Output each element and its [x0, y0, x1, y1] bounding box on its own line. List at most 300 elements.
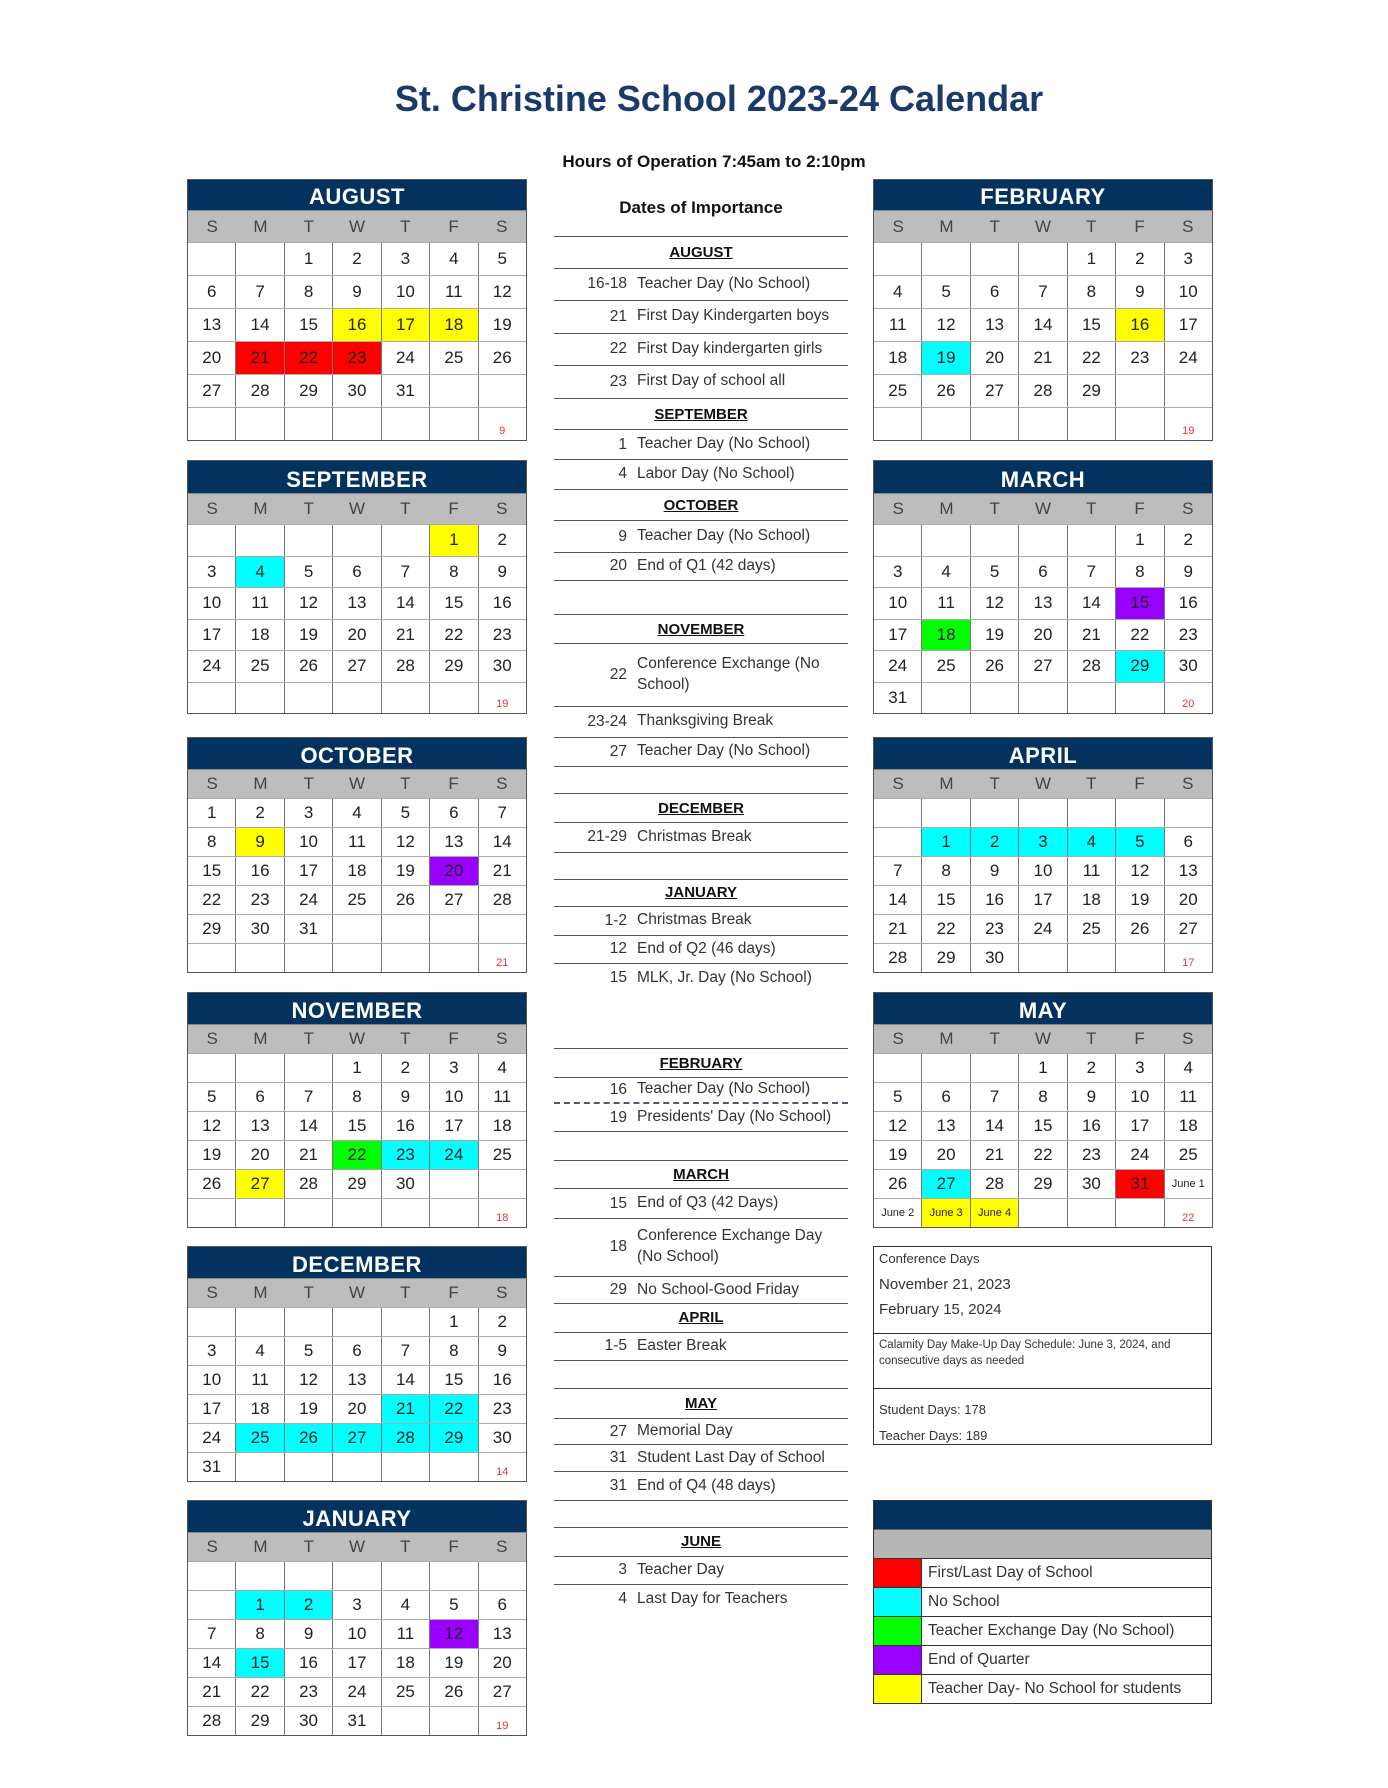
- day-cell: [188, 1170, 235, 1198]
- day-number: 26: [299, 1428, 319, 1447]
- day-cell: [429, 828, 477, 856]
- day-cell: [188, 1453, 235, 1481]
- day-number: 4: [497, 1058, 507, 1077]
- weekday-label: S: [496, 1029, 508, 1048]
- day-cell: [1115, 651, 1163, 682]
- day-cell: [332, 651, 380, 682]
- week-row: [188, 341, 526, 374]
- day-cell: [1018, 375, 1066, 407]
- empty-cell: [381, 683, 429, 714]
- day-number: 27: [985, 381, 1005, 400]
- day-number: 12: [1130, 861, 1150, 880]
- day-cell: [429, 1366, 477, 1394]
- legend-header-bar: [874, 1501, 1211, 1529]
- important-date-row: [554, 738, 848, 768]
- day-number: 5: [303, 561, 314, 581]
- day-number: 10: [1130, 1087, 1150, 1106]
- day-number: 18: [444, 315, 464, 334]
- day-number: 12: [985, 593, 1005, 613]
- day-cell: [284, 1591, 332, 1619]
- day-number: 14: [1033, 315, 1053, 334]
- day-cell: [188, 1707, 235, 1735]
- day-number: 26: [492, 348, 512, 367]
- day-cell: [478, 1337, 526, 1365]
- day-number: 20: [250, 1145, 270, 1164]
- empty-cell: [874, 408, 921, 440]
- day-cell: [1067, 375, 1115, 407]
- month-header: [188, 461, 526, 493]
- event-date: 21: [609, 307, 627, 325]
- day-number: 26: [395, 890, 415, 909]
- day-cell: [921, 309, 969, 341]
- day-cell: [921, 828, 969, 856]
- day-cell: [429, 1620, 477, 1648]
- day-number: June 1: [1171, 1178, 1205, 1190]
- school-day-count: 20: [1182, 698, 1195, 710]
- day-cell: [1018, 651, 1066, 682]
- day-cell: [478, 828, 526, 856]
- event-date: 22: [609, 340, 627, 358]
- day-number: 14: [985, 1116, 1005, 1135]
- event-date: 9: [618, 527, 627, 545]
- day-cell: [874, 1083, 921, 1111]
- event-date: 15: [609, 1194, 627, 1212]
- day-number: 2: [497, 530, 507, 550]
- day-number: 1: [449, 530, 459, 550]
- day-number: 3: [303, 803, 314, 822]
- day-cell: [188, 799, 235, 827]
- empty-cell: [1115, 408, 1163, 440]
- day-number: 28: [250, 381, 270, 400]
- day-number: 25: [395, 1682, 415, 1701]
- event-description: No School-Good Friday: [637, 1280, 799, 1298]
- blank-row: [554, 767, 848, 794]
- empty-cell: [188, 1199, 235, 1227]
- day-number: 23: [395, 1145, 415, 1164]
- empty-cell: [970, 243, 1018, 275]
- day-number: 20: [1033, 624, 1053, 644]
- day-cell: [284, 1678, 332, 1706]
- info-box: [873, 1246, 1212, 1445]
- day-number: 23: [492, 624, 512, 644]
- blank-row: [554, 581, 848, 615]
- day-number: 18: [347, 861, 367, 880]
- month-header: [188, 1247, 526, 1278]
- weekday-header-row: [874, 769, 1212, 798]
- day-number: 12: [395, 832, 415, 851]
- day-cell: [235, 1112, 283, 1140]
- day-number: 21: [299, 1145, 319, 1164]
- day-cell: [235, 1083, 283, 1111]
- blank-row: [554, 1132, 848, 1160]
- day-number: 29: [1033, 1174, 1053, 1193]
- day-cell: [478, 1112, 526, 1140]
- legend-subheader-bar: [874, 1529, 1211, 1558]
- day-cell: [188, 1112, 235, 1140]
- day-number: 21: [202, 1682, 222, 1701]
- day-number: 3: [400, 249, 411, 268]
- page-title: St. Christine School 2023-24 Calendar: [394, 78, 1044, 119]
- week-row: [188, 1423, 526, 1452]
- day-number: 12: [936, 315, 956, 334]
- day-cell: [235, 857, 283, 885]
- day-number: 26: [888, 1174, 908, 1193]
- event-description: Teacher Day (No School): [637, 435, 811, 453]
- empty-cell: [921, 799, 969, 827]
- day-number: 4: [352, 803, 362, 822]
- day-cell: [284, 375, 332, 407]
- weekday-label: T: [1086, 774, 1097, 793]
- student-days: Student Days: 178: [879, 1402, 986, 1417]
- weekday-label: F: [448, 1029, 459, 1048]
- weekday-label: W: [348, 1029, 365, 1048]
- event-date: 1-5: [604, 1337, 627, 1355]
- day-number: 3: [892, 561, 903, 581]
- day-number: 7: [206, 1624, 217, 1643]
- day-number: 19: [985, 624, 1005, 644]
- day-cell: [381, 276, 429, 308]
- week-row: [874, 619, 1212, 651]
- week-row: [188, 407, 526, 440]
- day-number: 23: [1130, 348, 1150, 367]
- empty-cell: [332, 1199, 380, 1227]
- day-number: 3: [206, 561, 217, 581]
- day-cell: [1018, 309, 1066, 341]
- day-cell: [1164, 1112, 1212, 1140]
- day-number: 1: [352, 1058, 362, 1077]
- day-number: 14: [299, 1116, 319, 1135]
- weekday-label: T: [400, 499, 411, 518]
- empty-cell: [478, 1707, 526, 1735]
- legend-label: No School: [928, 1593, 1000, 1610]
- day-number: 30: [492, 656, 512, 676]
- day-number: June 4: [978, 1207, 1012, 1219]
- day-number: 6: [989, 282, 1000, 301]
- empty-cell: [332, 915, 380, 943]
- day-number: 17: [1178, 315, 1198, 334]
- day-cell: [1067, 276, 1115, 308]
- week-row: [874, 275, 1212, 308]
- empty-cell: [332, 1562, 380, 1590]
- event-date: 16-18: [587, 275, 627, 293]
- day-number: 10: [444, 1087, 464, 1106]
- day-number: 21: [395, 1399, 415, 1418]
- school-day-count: 19: [496, 1720, 509, 1732]
- month-header: [188, 180, 526, 210]
- empty-cell: [235, 243, 283, 275]
- day-cell: [1067, 1141, 1115, 1169]
- day-number: 27: [1178, 919, 1198, 938]
- day-number: 27: [1033, 656, 1053, 676]
- day-cell: [188, 1620, 235, 1648]
- empty-cell: [429, 683, 477, 714]
- day-number: 26: [202, 1174, 222, 1193]
- day-cell: [921, 557, 969, 588]
- day-number: 25: [936, 656, 956, 676]
- event-description: Labor Day (No School): [637, 464, 795, 482]
- event-date: 1: [618, 435, 627, 453]
- empty-cell: [1018, 799, 1066, 827]
- event-description: Christmas Break: [637, 827, 752, 845]
- week-row: [188, 1452, 526, 1481]
- day-cell: [284, 1366, 332, 1394]
- empty-cell: [921, 243, 969, 275]
- day-cell: [332, 1141, 380, 1169]
- day-number: 13: [936, 1116, 956, 1135]
- day-number: 7: [400, 1341, 411, 1360]
- day-cell: [381, 886, 429, 914]
- day-cell: [1067, 651, 1115, 682]
- weekday-label: S: [892, 216, 904, 236]
- weekday-label: S: [206, 499, 218, 518]
- day-number: 10: [202, 1370, 222, 1389]
- weekday-label: M: [253, 216, 268, 236]
- day-cell: [1067, 886, 1115, 914]
- day-number: 22: [250, 1682, 270, 1701]
- day-cell: [1067, 1083, 1115, 1111]
- weekday-label: W: [348, 1283, 365, 1302]
- weekday-label: S: [206, 1537, 218, 1556]
- day-cell: [188, 557, 235, 588]
- day-number: 16: [347, 315, 367, 334]
- day-number: 4: [255, 561, 265, 581]
- empty-cell: [921, 525, 969, 556]
- day-number: 7: [400, 561, 411, 581]
- event-description: Memorial Day: [637, 1422, 733, 1440]
- day-cell: [970, 1199, 1018, 1227]
- day-cell: [1115, 1054, 1163, 1082]
- empty-cell: [284, 1562, 332, 1590]
- legend-swatch: [874, 1675, 922, 1703]
- day-cell: [478, 620, 526, 651]
- empty-cell: [429, 1199, 477, 1227]
- blank-row: [554, 992, 848, 1049]
- empty-cell: [332, 408, 380, 440]
- day-number: 30: [395, 1174, 415, 1193]
- day-cell: [332, 620, 380, 651]
- weekday-label: S: [1182, 774, 1194, 793]
- day-number: 25: [1178, 1145, 1198, 1164]
- day-number: 10: [202, 593, 222, 613]
- day-cell: [332, 309, 380, 341]
- day-cell: [921, 588, 969, 619]
- day-cell: [188, 1366, 235, 1394]
- day-number: 31: [888, 687, 908, 707]
- important-date-row: [554, 1445, 848, 1472]
- day-number: 1: [1038, 1058, 1048, 1077]
- empty-cell: [284, 1453, 332, 1481]
- day-cell: [332, 1170, 380, 1198]
- day-cell: [1115, 828, 1163, 856]
- day-cell: [1115, 1141, 1163, 1169]
- empty-cell: [381, 1199, 429, 1227]
- empty-cell: [235, 1199, 283, 1227]
- day-number: 24: [299, 890, 319, 909]
- day-cell: [478, 276, 526, 308]
- day-number: 23: [347, 348, 367, 367]
- day-cell: [874, 683, 921, 714]
- day-cell: [1164, 588, 1212, 619]
- day-number: 22: [1081, 348, 1101, 367]
- day-cell: [1018, 1054, 1066, 1082]
- month-march: [873, 460, 1213, 714]
- day-cell: [1164, 915, 1212, 943]
- week-row: [188, 885, 526, 914]
- day-cell: [478, 799, 526, 827]
- section-heading: SEPTEMBER: [554, 399, 848, 431]
- day-number: 14: [202, 1653, 222, 1672]
- month-header: [188, 738, 526, 769]
- day-number: 4: [449, 249, 459, 268]
- day-number: 27: [202, 381, 222, 400]
- day-number: 26: [299, 656, 319, 676]
- weekday-label: W: [348, 499, 365, 518]
- weekday-label: F: [1134, 499, 1145, 518]
- month-header: [874, 993, 1212, 1024]
- empty-cell: [235, 683, 283, 714]
- weekday-label: T: [989, 774, 1000, 793]
- day-cell: [332, 1112, 380, 1140]
- day-cell: [921, 915, 969, 943]
- day-cell: [188, 915, 235, 943]
- day-number: 3: [1038, 832, 1048, 851]
- empty-cell: [478, 408, 526, 440]
- day-cell: [235, 1395, 283, 1423]
- week-row: [874, 914, 1212, 943]
- day-cell: [921, 651, 969, 682]
- empty-cell: [381, 408, 429, 440]
- week-row: [874, 1053, 1212, 1082]
- legend-label: End of Quarter: [928, 1651, 1030, 1668]
- day-cell: [1018, 857, 1066, 885]
- day-cell: [284, 1395, 332, 1423]
- day-cell: [1115, 915, 1163, 943]
- empty-cell: [381, 1453, 429, 1481]
- empty-cell: [1115, 799, 1163, 827]
- week-row: [188, 1307, 526, 1336]
- day-number: 11: [1179, 1087, 1198, 1106]
- day-cell: [429, 620, 477, 651]
- day-cell: [188, 1141, 235, 1169]
- day-cell: [429, 525, 477, 556]
- empty-cell: [188, 1591, 235, 1619]
- important-date-row: [554, 366, 848, 399]
- weekday-label: T: [1086, 1029, 1097, 1048]
- day-cell: [874, 915, 921, 943]
- week-row: [874, 1082, 1212, 1111]
- day-cell: [284, 915, 332, 943]
- empty-cell: [235, 944, 283, 972]
- important-date-row: [554, 707, 848, 738]
- day-number: 1: [255, 1595, 265, 1614]
- weekday-label: W: [1034, 1029, 1051, 1048]
- important-date-row: [554, 1557, 848, 1585]
- day-cell: [284, 620, 332, 651]
- day-number: 27: [444, 890, 464, 909]
- empty-cell: [284, 1054, 332, 1082]
- day-number: 5: [303, 1341, 314, 1360]
- empty-cell: [235, 1562, 283, 1590]
- empty-cell: [478, 1199, 526, 1227]
- day-number: 26: [1130, 919, 1150, 938]
- event-description: Conference Exchange Day (No School): [637, 1227, 823, 1266]
- day-number: 16: [395, 1116, 415, 1135]
- day-cell: [1067, 309, 1115, 341]
- school-day-count: 14: [496, 1466, 509, 1478]
- day-number: 23: [985, 919, 1005, 938]
- day-number: 25: [347, 890, 367, 909]
- day-number: 20: [202, 348, 222, 367]
- day-cell: [874, 342, 921, 374]
- empty-cell: [332, 1453, 380, 1481]
- day-number: 27: [492, 1682, 512, 1701]
- weekday-label: M: [253, 1537, 268, 1556]
- day-number: 18: [936, 624, 956, 644]
- day-number: 14: [888, 890, 908, 909]
- empty-cell: [235, 525, 283, 556]
- day-number: 4: [1183, 1058, 1193, 1077]
- day-number: 28: [1033, 381, 1053, 400]
- day-number: 9: [1086, 1087, 1097, 1106]
- weekday-header-row: [874, 210, 1212, 242]
- day-cell: [332, 375, 380, 407]
- day-number: 19: [299, 624, 319, 644]
- day-cell: [874, 557, 921, 588]
- day-number: 23: [1178, 624, 1198, 644]
- important-date-row: [554, 1219, 848, 1277]
- day-cell: [381, 1366, 429, 1394]
- weekday-label: S: [206, 1029, 218, 1048]
- day-cell: [429, 309, 477, 341]
- blank-row: [554, 1501, 848, 1528]
- day-number: 13: [1033, 593, 1053, 613]
- week-row: [188, 1706, 526, 1735]
- event-description: Presidents' Day (No School): [637, 1108, 832, 1126]
- week-row: [188, 1140, 526, 1169]
- day-cell: [332, 1620, 380, 1648]
- empty-cell: [970, 1054, 1018, 1082]
- day-cell: [284, 588, 332, 619]
- event-description: Teacher Day: [637, 1560, 725, 1578]
- day-number: 16: [250, 861, 270, 880]
- empty-cell: [921, 1054, 969, 1082]
- week-row: [188, 682, 526, 714]
- day-number: 24: [395, 348, 415, 367]
- day-number: 23: [299, 1682, 319, 1701]
- day-number: 11: [348, 832, 366, 851]
- day-cell: [874, 944, 921, 972]
- day-cell: [1067, 1054, 1115, 1082]
- important-date-row: [554, 269, 848, 301]
- empty-cell: [874, 243, 921, 275]
- day-number: 24: [202, 656, 222, 676]
- empty-cell: [1067, 408, 1115, 440]
- day-cell: [235, 375, 283, 407]
- day-number: 31: [1130, 1174, 1150, 1193]
- day-number: 24: [444, 1145, 464, 1164]
- legend-label: First/Last Day of School: [928, 1564, 1093, 1581]
- day-number: 19: [888, 1145, 908, 1164]
- week-row: [188, 798, 526, 827]
- day-cell: [429, 1337, 477, 1365]
- month-name: OCTOBER: [300, 743, 414, 768]
- weekday-label: T: [1086, 499, 1097, 518]
- day-cell: [332, 588, 380, 619]
- day-number: 26: [444, 1682, 464, 1701]
- day-cell: [188, 309, 235, 341]
- day-cell: [284, 309, 332, 341]
- day-cell: [284, 1083, 332, 1111]
